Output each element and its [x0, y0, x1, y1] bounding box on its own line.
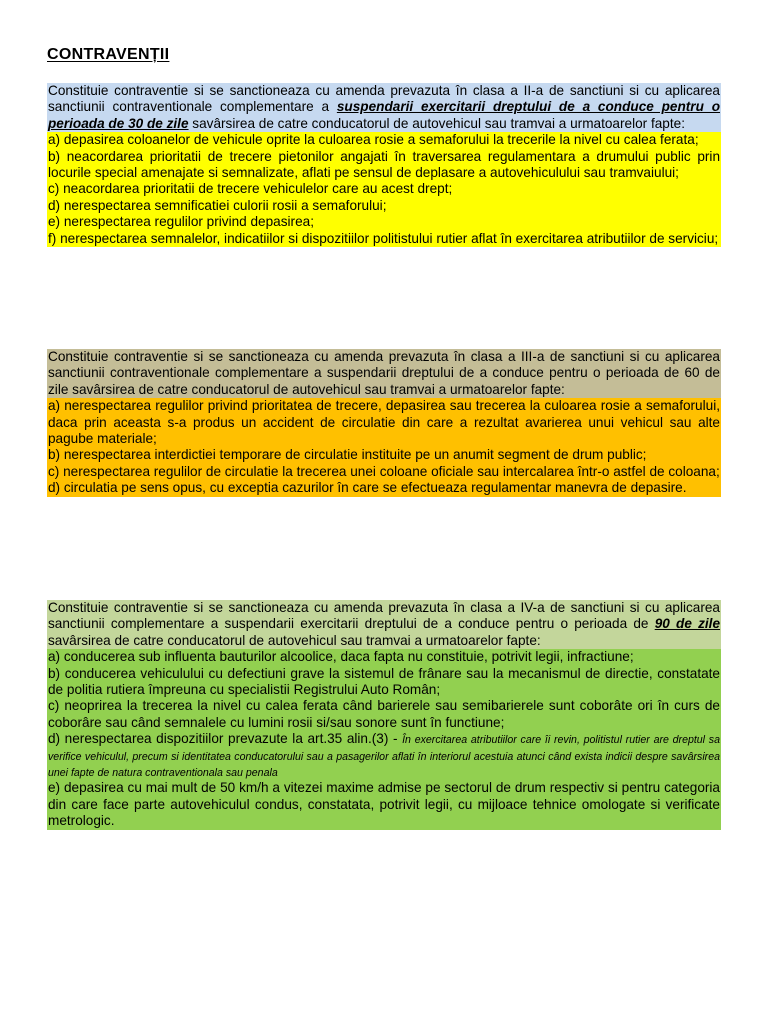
list-item: a) nerespectarea regulilor privind prioritatea de trecere, depasirea sau trecerea la culoarea rosie a semaforului, daca prin aceasta s-a produs un accident de circulatie din care a rezultat avarierea unui vehicul sau alte pagube materiale; — [48, 398, 720, 447]
list-item: a) conducerea sub influenta bauturilor alcoolice, daca fapta nu constituie, potrivit legii, infractiune; — [48, 649, 634, 665]
section-intro — [47, 600, 721, 649]
list-item: f) nerespectarea semnalelor, indicatiilor si dispozitiilor politistului rutier aflat în exercitarea atributiilor de serviciu; — [48, 230, 719, 246]
list-item: e) depasirea cu mai mult de 50 km/h a vitezei maxime admise pe sectorul de drum respectiv si pentru categoria din care face parte autovehiculul condus, constatata, potrivit legii, cu mijloace tehnice omologate si verificate metrologic. — [48, 780, 720, 829]
intro-text: Constituie contraventie si se sanctioneaza cu amenda prevazuta în clasa a IV-a de sanctiuni si cu aplicarea sanctiunii complementare a suspendarii exercitarii dreptului de a conduce pentru o perioada de — [48, 600, 720, 632]
list-item: a) depasirea coloanelor de vehicule oprite la culoarea rosie a semaforului la trecerile la nivel cu calea ferata; — [48, 132, 699, 148]
section-class-2 — [47, 83, 721, 247]
emphasized-period: 90 de zile — [654, 616, 721, 632]
offense-list — [47, 132, 721, 247]
list-item-text: d) nerespectarea dispozitiilor prevazute la art.35 alin.(3) - — [48, 731, 403, 747]
list-item: b) neacordarea prioritatii de trecere pietonilor angajati în traversarea regulamentara a drumului public prin locurile special amenajate si semnalizate, aflati pe sensul de deplasare a autovehiculului sau tramvaiului; — [48, 148, 720, 181]
list-item: b) nerespectarea interdictiei temporare de circulatie instituite pe un anumit segment de drum public; — [48, 447, 647, 463]
section-intro — [47, 83, 721, 132]
list-item: d) circulatia pe sens opus, cu exceptia cazurilor în care se efectueaza regulamentar manevra de depasire. — [48, 480, 687, 496]
list-item: b) conducerea vehiculului cu defectiuni grave la sistemul de frânare sau la mecanismul de directie, constatate de politia rutiera împreuna cu specialistii Registrului Auto Român; — [48, 665, 720, 698]
intro-text-end: savârsirea de catre conducatorul de autovehicul sau tramvai a urmatoarelor fapte: — [48, 632, 541, 648]
emphasized-penalty: suspendarii exercitarii dreptului de a conduce pentru o perioada de 30 de zile — [48, 99, 720, 131]
list-item: c) neoprirea la trecerea la nivel cu calea ferata când barierele sau semibarierele sunt coborâte ori în curs de coborâre sau când semnalele cu lumini rosii si/sau sonore sunt în functiune; — [48, 698, 720, 730]
offense-list — [47, 398, 721, 496]
quoted-article-text: În exercitarea atributiilor care îi revin, politistul rutier are dreptul sa verifice vehiculul, precum si identitatea conducatorului sau a pasagerilor aflati în interiorul acestuia atunci când exista indicii despre savârsirea unei fapte de natura contraventionala sau penala — [48, 734, 720, 780]
list-item: d) nerespectarea semnificatiei culorii rosii a semaforului; — [48, 197, 387, 213]
list-item — [48, 731, 720, 780]
list-item: c) neacordarea prioritatii de trecere vehiculelor care au acest drept; — [48, 181, 453, 197]
list-item: c) nerespectarea regulilor de circulatie la trecerea unei coloane oficiale sau intercalarea într-o astfel de coloana; — [48, 463, 720, 479]
section-class-3 — [47, 349, 721, 497]
offense-list — [47, 649, 721, 829]
list-item: e) nerespectarea regulilor privind depasirea; — [48, 214, 314, 230]
page-title: CONTRAVENȚII — [47, 46, 170, 63]
intro-text: Constituie contraventie si se sanctioneaza cu amenda prevazuta în clasa a II-a de sanctiuni si cu aplicarea sanctiunii contraventionale complementare a — [48, 83, 720, 115]
section-class-4 — [47, 600, 721, 830]
intro-text-end: savârsirea de catre conducatorul de autovehicul sau tramvai a urmatoarelor fapte: — [188, 115, 685, 131]
section-intro: Constituie contraventie si se sanctioneaza cu amenda prevazuta în clasa a III-a de sanctiuni si cu aplicarea sanctiunii contraventionale complementare a suspendarii dreptului de a conduce pentru o perioada de 60 de zile savârsirea de catre conducatorul de autovehicul sau tramvai a urmatoarelor fapte: — [48, 349, 720, 397]
